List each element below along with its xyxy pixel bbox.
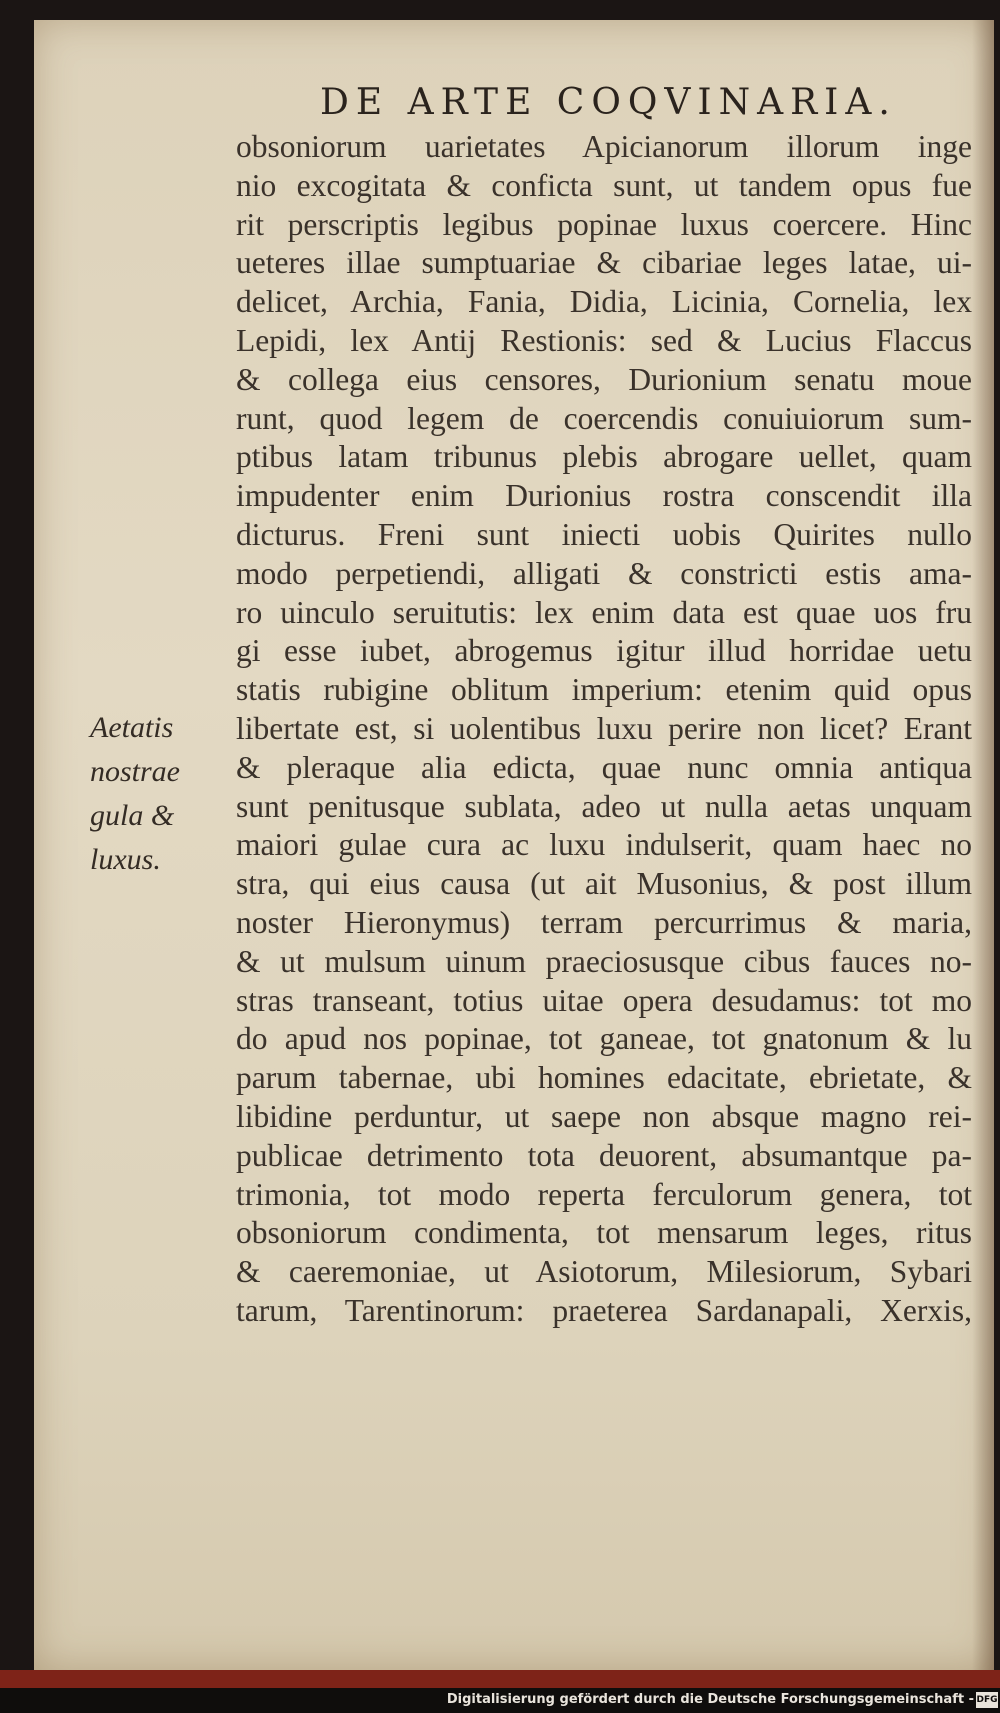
marginal-note — [90, 706, 180, 882]
text-line: obsoniorum uarietates Apicianorum illorum inge — [236, 129, 972, 164]
text-line: obsoniorum condimenta, tot mensarum leges, ritus — [236, 1215, 972, 1251]
text-line: & ut mulsum uinum praeciosusque cibus fauces no- — [236, 943, 972, 979]
text-line: nio excogitata & conficta sunt, ut tandem opus fue — [236, 167, 972, 203]
text-line: noster Hieronymus) terram percurrimus & maria, — [236, 904, 972, 940]
text-line: publicae detrimento tota deuorent, absumantque pa- — [236, 1137, 972, 1173]
text-line: libertate est, si uolentibus luxu perire non licet? Erant — [236, 710, 972, 746]
page-edge-shadow — [972, 20, 994, 1670]
text-line: libidine perduntur, ut saepe non absque magno rei- — [236, 1098, 972, 1134]
text-line: trimonia, tot modo reperta ferculorum genera, tot — [236, 1176, 972, 1212]
text-line: & caeremoniae, ut Asiotorum, Milesiorum, Sybari — [236, 1254, 972, 1290]
marginal-line: nostrae — [90, 755, 180, 788]
text-line: stras transeant, totius uitae opera desudamus: tot mo — [236, 982, 972, 1018]
text-line: ptibus latam tribunus plebis abrogare uellet, quam — [236, 439, 972, 475]
running-head: DE ARTE COQVINARIA. — [320, 82, 897, 123]
text-line: stra, qui eius causa (ut ait Musonius, & post illum — [236, 866, 972, 902]
text-line: sunt penitusque sublata, adeo ut nulla aetas unquam — [236, 788, 972, 824]
text-line: & pleraque alia edicta, quae nunc omnia antiqua — [236, 749, 972, 785]
text-line: delicet, Archia, Fania, Didia, Licinia, Cornelia, lex — [236, 284, 972, 320]
text-line: parum tabernae, ubi homines edacitate, ebrietate, & — [236, 1060, 972, 1096]
text-line: maiori gulae cura ac luxu indulserit, quam haec no — [236, 827, 972, 863]
text-line: impudenter enim Durionius rostra conscendit illa — [236, 478, 972, 514]
text-line: & collega eius censores, Durionium senatu moue — [236, 361, 972, 397]
text-line: ro uinculo seruitutis: lex enim data est quae uos fru — [236, 594, 972, 630]
text-line: Lepidi, lex Antij Restionis: sed & Lucius Flaccus — [236, 322, 972, 358]
text-line: rit perscriptis legibus popinae luxus coercere. Hinc — [236, 206, 972, 242]
text-line: gi esse iubet, abrogemus igitur illud horridae uetu — [236, 633, 972, 669]
text-line: statis rubigine oblitum imperium: etenim quid opus — [236, 672, 972, 708]
digitization-credit: Digitalisierung gefördert durch die Deutsche Forschungsgemeinschaft - — [446, 1692, 974, 1707]
page-edge-band — [0, 1670, 1000, 1688]
body-text — [236, 128, 972, 1331]
text-line: dicturus. Freni sunt iniecti uobis Quirites nullo — [236, 516, 972, 552]
text-line: modo perpetiendi, alligati & constricti estis ama- — [236, 555, 972, 591]
dfg-logo: DFG — [976, 1692, 998, 1708]
text-line: tarum, Tarentinorum: praeterea Sardanapali, Xerxis, — [236, 1292, 972, 1328]
credit-bar — [0, 1688, 1000, 1713]
text-line: do apud nos popinae, tot ganeae, tot gnatonum & lu — [236, 1021, 972, 1057]
marginal-line: gula & — [90, 799, 175, 832]
text-line: ueteres illae sumptuariae & cibariae leges latae, ui- — [236, 245, 972, 281]
marginal-line: Aetatis — [90, 711, 174, 744]
marginal-line: luxus. — [90, 843, 161, 876]
text-line: runt, quod legem de coercendis conuiuiorum sum- — [236, 400, 972, 436]
